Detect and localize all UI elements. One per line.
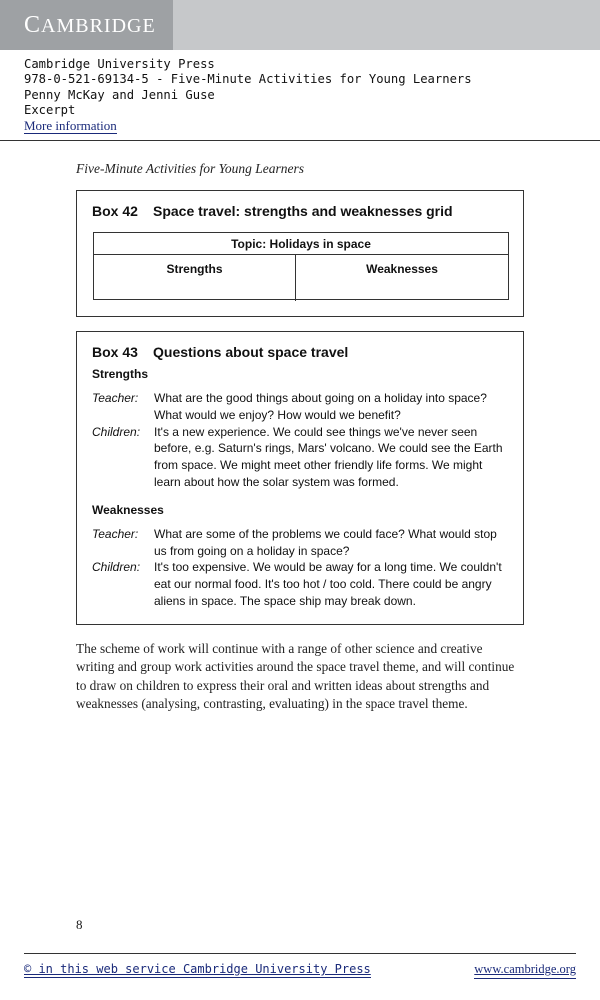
box-43-heading	[92, 344, 508, 360]
footer-divider	[24, 953, 576, 954]
strengths-weaknesses-grid	[93, 232, 509, 300]
box-42-heading	[92, 203, 453, 219]
box-43-number: Box 43	[92, 344, 138, 360]
body-paragraph: The scheme of work will continue with a range of other science and creative writing and group work activities around the space travel theme, and will continue to draw on children to express their oral and written ideas about strengths and weaknesses (analysing, contrasting, evaluating) in the space travel theme.	[76, 641, 515, 711]
publisher-logo-text: CAMBRIDGE	[24, 12, 156, 38]
cambridge-website-link[interactable]: www.cambridge.org	[474, 962, 576, 979]
dialogue-text: It's a new experience. We could see things we've never seen before, e.g. Saturn's rings, Mars' volcano. We could see the Earth from space. We might meet other friendly life forms. We might learn about how the solar system was formed.	[154, 424, 503, 489]
weaknesses-dialogue	[92, 526, 508, 610]
copyright-link[interactable]: © in this web service Cambridge University Press	[24, 962, 371, 976]
speaker-label: Children:	[92, 424, 141, 439]
box-42-number: Box 42	[92, 203, 138, 219]
header-divider	[0, 140, 600, 141]
grid-topic: Topic: Holidays in space	[94, 233, 508, 255]
dialogue-line	[92, 526, 508, 560]
grid-strengths-column: Strengths	[94, 255, 296, 301]
isbn-title: 978-0-521-69134-5 - Five-Minute Activities for Young Learners	[24, 72, 472, 87]
more-information-link[interactable]: More information	[24, 118, 117, 134]
running-head: Five-Minute Activities for Young Learners	[76, 161, 304, 176]
box-43	[76, 331, 524, 625]
strengths-dialogue	[92, 390, 508, 491]
weaknesses-heading: Weaknesses	[92, 502, 164, 517]
authors: Penny McKay and Jenni Guse	[24, 87, 215, 102]
excerpt-label: Excerpt	[24, 102, 76, 117]
speaker-label: Teacher:	[92, 526, 139, 541]
publisher-name: Cambridge University Press	[24, 57, 215, 71]
speaker-label: Teacher:	[92, 391, 139, 405]
grid-weaknesses-column: Weaknesses	[366, 262, 438, 276]
strengths-heading: Strengths	[92, 367, 149, 381]
book-metadata	[24, 57, 472, 134]
box-42	[76, 190, 524, 317]
dialogue-text: What are some of the problems we could face? What would stop us from going on a holiday in space?	[154, 526, 497, 558]
publisher-logo[interactable]	[0, 0, 173, 50]
dialogue-text: It's too expensive. We would be away for a long time. We couldn't eat our normal food. It's too hot / too cold. There could be angry aliens in space. The space ship may break down.	[154, 560, 502, 608]
dialogue-text: What are the good things about going on a holiday into space? What would we enjoy? How would we benefit?	[154, 391, 487, 422]
dialogue-line	[92, 559, 508, 609]
page-number: 8	[76, 917, 83, 932]
dialogue-line	[92, 424, 508, 491]
box-43-title: Questions about space travel	[153, 344, 349, 360]
dialogue-line	[92, 390, 508, 424]
speaker-label: Children:	[92, 560, 141, 575]
box-42-title: Space travel: strengths and weaknesses grid	[153, 203, 453, 219]
